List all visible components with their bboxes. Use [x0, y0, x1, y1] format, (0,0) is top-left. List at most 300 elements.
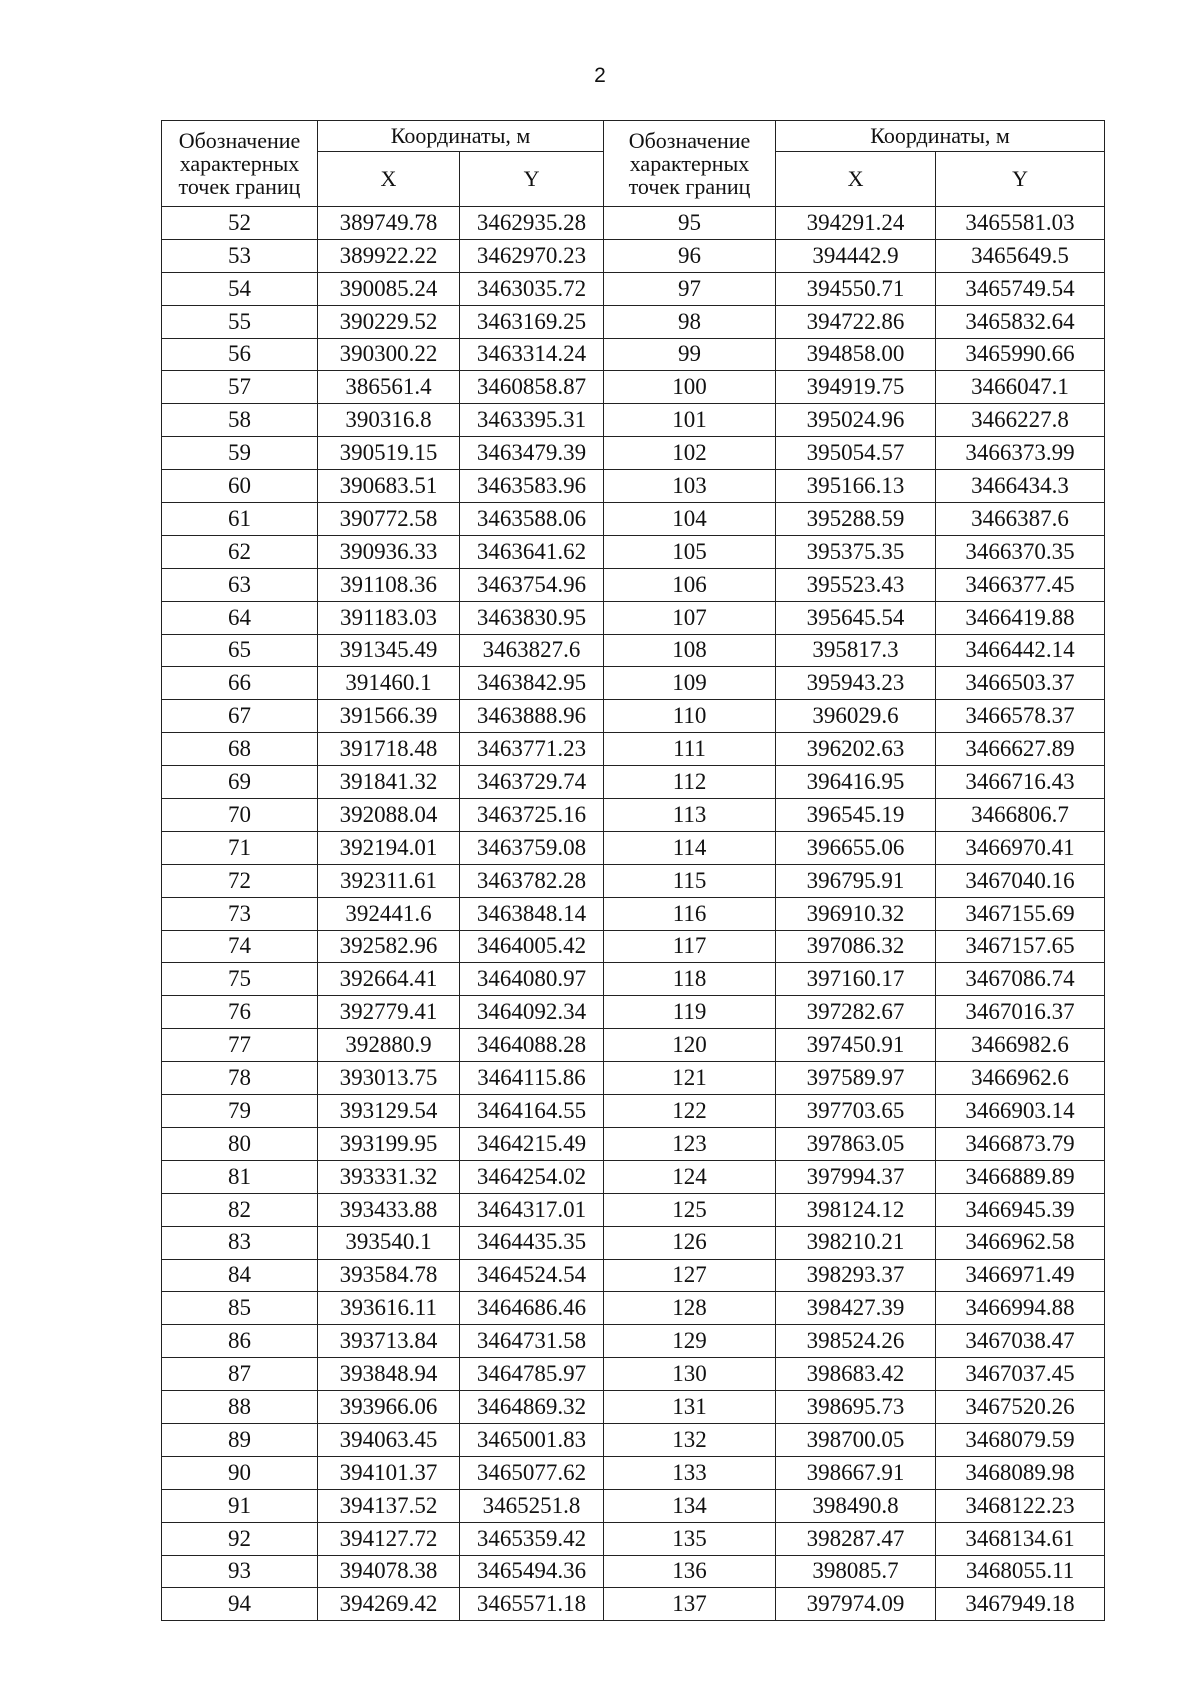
- y-value-right: 3466971.49: [936, 1259, 1105, 1292]
- y-value-left: 3464785.97: [460, 1358, 604, 1391]
- point-number-left: 53: [162, 239, 318, 272]
- x-value-left: 394101.37: [318, 1456, 460, 1489]
- point-number-left: 84: [162, 1259, 318, 1292]
- y-value-right: 3467155.69: [936, 897, 1105, 930]
- y-value-left: 3463759.08: [460, 831, 604, 864]
- x-value-right: 396545.19: [776, 799, 936, 832]
- point-number-right: 110: [604, 700, 776, 733]
- x-value-left: 391345.49: [318, 634, 460, 667]
- x-value-left: 394269.42: [318, 1588, 460, 1621]
- table-row: [162, 963, 1105, 996]
- x-value-right: 394722.86: [776, 305, 936, 338]
- x-value-left: 390316.8: [318, 404, 460, 437]
- x-value-left: 392582.96: [318, 930, 460, 963]
- point-number-right: 114: [604, 831, 776, 864]
- y-value-right: 3466047.1: [936, 371, 1105, 404]
- table-row: [162, 470, 1105, 503]
- point-number-right: 121: [604, 1062, 776, 1095]
- y-value-right: 3467949.18: [936, 1588, 1105, 1621]
- y-value-left: 3463771.23: [460, 733, 604, 766]
- point-number-right: 129: [604, 1325, 776, 1358]
- x-value-left: 393199.95: [318, 1127, 460, 1160]
- x-value-left: 392880.9: [318, 1029, 460, 1062]
- point-number-right: 113: [604, 799, 776, 832]
- y-value-right: 3466903.14: [936, 1095, 1105, 1128]
- point-number-right: 130: [604, 1358, 776, 1391]
- table-row: [162, 437, 1105, 470]
- point-header-left: Обозначение характерных точек границ: [162, 121, 318, 207]
- point-number-right: 128: [604, 1292, 776, 1325]
- y-value-right: 3466873.79: [936, 1127, 1105, 1160]
- table-row: [162, 1522, 1105, 1555]
- y-value-right: 3466373.99: [936, 437, 1105, 470]
- y-value-right: 3466227.8: [936, 404, 1105, 437]
- x-value-right: 395645.54: [776, 601, 936, 634]
- x-value-right: 398700.05: [776, 1423, 936, 1456]
- x-header-right: X: [776, 152, 936, 207]
- table-row: [162, 766, 1105, 799]
- x-value-right: 397974.09: [776, 1588, 936, 1621]
- y-value-left: 3463395.31: [460, 404, 604, 437]
- table-row: [162, 503, 1105, 536]
- point-number-right: 117: [604, 930, 776, 963]
- x-value-left: 391566.39: [318, 700, 460, 733]
- x-value-left: 393540.1: [318, 1226, 460, 1259]
- x-value-left: 391183.03: [318, 601, 460, 634]
- x-value-right: 398683.42: [776, 1358, 936, 1391]
- point-number-right: 103: [604, 470, 776, 503]
- x-value-right: 394858.00: [776, 338, 936, 371]
- point-number-left: 73: [162, 897, 318, 930]
- table-row: [162, 1062, 1105, 1095]
- x-value-left: 392779.41: [318, 996, 460, 1029]
- y-value-right: 3468089.98: [936, 1456, 1105, 1489]
- table-row: [162, 404, 1105, 437]
- table-row: [162, 1456, 1105, 1489]
- x-value-left: 386561.4: [318, 371, 460, 404]
- point-number-right: 105: [604, 535, 776, 568]
- y-value-left: 3464215.49: [460, 1127, 604, 1160]
- x-value-right: 397450.91: [776, 1029, 936, 1062]
- table-row: [162, 305, 1105, 338]
- x-value-right: 395523.43: [776, 568, 936, 601]
- y-value-left: 3464164.55: [460, 1095, 604, 1128]
- x-value-left: 392088.04: [318, 799, 460, 832]
- y-value-right: 3466982.6: [936, 1029, 1105, 1062]
- x-value-right: 396416.95: [776, 766, 936, 799]
- y-value-right: 3467038.47: [936, 1325, 1105, 1358]
- point-number-right: 112: [604, 766, 776, 799]
- x-value-left: 393433.88: [318, 1193, 460, 1226]
- point-number-left: 62: [162, 535, 318, 568]
- point-number-right: 122: [604, 1095, 776, 1128]
- y-value-right: 3466962.6: [936, 1062, 1105, 1095]
- point-header-right: Обозначение характерных точек границ: [604, 121, 776, 207]
- y-value-left: 3465571.18: [460, 1588, 604, 1621]
- y-value-right: 3466578.37: [936, 700, 1105, 733]
- point-number-right: 97: [604, 272, 776, 305]
- table-row: [162, 1489, 1105, 1522]
- y-value-right: 3466716.43: [936, 766, 1105, 799]
- x-value-left: 393129.54: [318, 1095, 460, 1128]
- x-value-left: 392664.41: [318, 963, 460, 996]
- table-row: [162, 371, 1105, 404]
- x-value-right: 395943.23: [776, 667, 936, 700]
- x-value-left: 392194.01: [318, 831, 460, 864]
- x-value-left: 390300.22: [318, 338, 460, 371]
- y-value-left: 3464869.32: [460, 1391, 604, 1424]
- y-value-left: 3465251.8: [460, 1489, 604, 1522]
- x-value-left: 393331.32: [318, 1160, 460, 1193]
- table-row: [162, 1423, 1105, 1456]
- y-header-left: Y: [460, 152, 604, 207]
- point-number-right: 100: [604, 371, 776, 404]
- x-value-left: 393848.94: [318, 1358, 460, 1391]
- y-value-left: 3463848.14: [460, 897, 604, 930]
- point-number-right: 135: [604, 1522, 776, 1555]
- table-row: [162, 535, 1105, 568]
- y-value-left: 3464524.54: [460, 1259, 604, 1292]
- x-value-left: 393616.11: [318, 1292, 460, 1325]
- table-row: [162, 1325, 1105, 1358]
- point-number-left: 72: [162, 864, 318, 897]
- point-number-right: 109: [604, 667, 776, 700]
- x-value-right: 397160.17: [776, 963, 936, 996]
- table-row: [162, 1555, 1105, 1588]
- point-number-left: 64: [162, 601, 318, 634]
- y-value-right: 3467520.26: [936, 1391, 1105, 1424]
- y-value-left: 3464254.02: [460, 1160, 604, 1193]
- x-value-right: 398287.47: [776, 1522, 936, 1555]
- point-number-right: 96: [604, 239, 776, 272]
- y-value-left: 3464005.42: [460, 930, 604, 963]
- x-value-left: 391108.36: [318, 568, 460, 601]
- table-row: [162, 601, 1105, 634]
- x-value-right: 398293.37: [776, 1259, 936, 1292]
- y-value-left: 3464092.34: [460, 996, 604, 1029]
- x-value-right: 395054.57: [776, 437, 936, 470]
- y-value-left: 3463830.95: [460, 601, 604, 634]
- table-row: [162, 700, 1105, 733]
- table-row: [162, 568, 1105, 601]
- y-value-right: 3467037.45: [936, 1358, 1105, 1391]
- x-value-left: 392311.61: [318, 864, 460, 897]
- y-value-right: 3466419.88: [936, 601, 1105, 634]
- point-number-right: 123: [604, 1127, 776, 1160]
- x-value-right: 397863.05: [776, 1127, 936, 1160]
- table-row: [162, 634, 1105, 667]
- y-value-left: 3463754.96: [460, 568, 604, 601]
- point-number-right: 119: [604, 996, 776, 1029]
- point-number-right: 127: [604, 1259, 776, 1292]
- y-value-right: 3468055.11: [936, 1555, 1105, 1588]
- y-value-right: 3466889.89: [936, 1160, 1105, 1193]
- y-value-right: 3466970.41: [936, 831, 1105, 864]
- table-row: [162, 1160, 1105, 1193]
- x-value-left: 394127.72: [318, 1522, 460, 1555]
- y-value-left: 3463035.72: [460, 272, 604, 305]
- y-value-left: 3465359.42: [460, 1522, 604, 1555]
- x-value-right: 397282.67: [776, 996, 936, 1029]
- x-value-left: 391718.48: [318, 733, 460, 766]
- point-number-left: 67: [162, 700, 318, 733]
- y-value-left: 3463842.95: [460, 667, 604, 700]
- x-value-left: 390683.51: [318, 470, 460, 503]
- table-row: [162, 1029, 1105, 1062]
- point-number-right: 125: [604, 1193, 776, 1226]
- table-row: [162, 831, 1105, 864]
- point-number-right: 124: [604, 1160, 776, 1193]
- table-row: [162, 733, 1105, 766]
- x-value-left: 391460.1: [318, 667, 460, 700]
- table-row: [162, 1391, 1105, 1424]
- y-value-left: 3464731.58: [460, 1325, 604, 1358]
- y-value-left: 3465494.36: [460, 1555, 604, 1588]
- y-value-right: 3466503.37: [936, 667, 1105, 700]
- table-row: [162, 1358, 1105, 1391]
- point-number-left: 66: [162, 667, 318, 700]
- x-value-left: 389749.78: [318, 207, 460, 240]
- point-number-left: 92: [162, 1522, 318, 1555]
- x-value-left: 390936.33: [318, 535, 460, 568]
- table-row: [162, 996, 1105, 1029]
- x-value-right: 396029.6: [776, 700, 936, 733]
- y-value-right: 3466434.3: [936, 470, 1105, 503]
- y-value-left: 3460858.87: [460, 371, 604, 404]
- y-value-left: 3463641.62: [460, 535, 604, 568]
- x-value-left: 390085.24: [318, 272, 460, 305]
- y-value-right: 3467157.65: [936, 930, 1105, 963]
- y-value-right: 3465749.54: [936, 272, 1105, 305]
- x-value-right: 397703.65: [776, 1095, 936, 1128]
- x-value-left: 390519.15: [318, 437, 460, 470]
- point-number-left: 69: [162, 766, 318, 799]
- x-value-right: 394291.24: [776, 207, 936, 240]
- y-value-right: 3466387.6: [936, 503, 1105, 536]
- x-value-right: 395375.35: [776, 535, 936, 568]
- point-number-left: 82: [162, 1193, 318, 1226]
- point-number-left: 80: [162, 1127, 318, 1160]
- x-value-left: 390229.52: [318, 305, 460, 338]
- y-value-right: 3468122.23: [936, 1489, 1105, 1522]
- point-number-left: 65: [162, 634, 318, 667]
- y-value-left: 3463782.28: [460, 864, 604, 897]
- point-number-right: 116: [604, 897, 776, 930]
- x-value-right: 395166.13: [776, 470, 936, 503]
- table-row: [162, 1226, 1105, 1259]
- point-number-right: 104: [604, 503, 776, 536]
- point-number-left: 76: [162, 996, 318, 1029]
- x-value-right: 394919.75: [776, 371, 936, 404]
- y-value-left: 3462970.23: [460, 239, 604, 272]
- y-value-left: 3463479.39: [460, 437, 604, 470]
- table-row: [162, 239, 1105, 272]
- y-value-right: 3466945.39: [936, 1193, 1105, 1226]
- table-row: [162, 207, 1105, 240]
- x-value-left: 393966.06: [318, 1391, 460, 1424]
- y-value-right: 3468134.61: [936, 1522, 1105, 1555]
- page-number: 2: [594, 64, 606, 87]
- y-value-left: 3463588.06: [460, 503, 604, 536]
- point-number-left: 75: [162, 963, 318, 996]
- y-value-left: 3465077.62: [460, 1456, 604, 1489]
- y-value-left: 3463888.96: [460, 700, 604, 733]
- point-number-right: 108: [604, 634, 776, 667]
- x-header-left: X: [318, 152, 460, 207]
- x-value-right: 397589.97: [776, 1062, 936, 1095]
- x-value-right: 394442.9: [776, 239, 936, 272]
- x-value-right: 398490.8: [776, 1489, 936, 1522]
- point-number-left: 60: [162, 470, 318, 503]
- point-number-right: 137: [604, 1588, 776, 1621]
- table-body: [162, 207, 1105, 1621]
- coords-header-left: Координаты, м: [318, 121, 604, 152]
- point-number-left: 55: [162, 305, 318, 338]
- x-value-right: 398124.12: [776, 1193, 936, 1226]
- coordinates-table: [161, 120, 1105, 1621]
- point-number-left: 68: [162, 733, 318, 766]
- x-value-right: 397994.37: [776, 1160, 936, 1193]
- x-value-left: 394078.38: [318, 1555, 460, 1588]
- y-value-right: 3466377.45: [936, 568, 1105, 601]
- point-number-right: 134: [604, 1489, 776, 1522]
- x-value-right: 396795.91: [776, 864, 936, 897]
- point-number-left: 94: [162, 1588, 318, 1621]
- table-row: [162, 1259, 1105, 1292]
- point-number-right: 107: [604, 601, 776, 634]
- x-value-right: 398695.73: [776, 1391, 936, 1424]
- y-value-left: 3465001.83: [460, 1423, 604, 1456]
- y-value-right: 3465832.64: [936, 305, 1105, 338]
- point-number-right: 95: [604, 207, 776, 240]
- point-number-right: 99: [604, 338, 776, 371]
- table-row: [162, 1127, 1105, 1160]
- y-value-left: 3463169.25: [460, 305, 604, 338]
- x-value-right: 398524.26: [776, 1325, 936, 1358]
- table-row: [162, 272, 1105, 305]
- point-number-right: 120: [604, 1029, 776, 1062]
- y-value-right: 3466994.88: [936, 1292, 1105, 1325]
- point-number-left: 93: [162, 1555, 318, 1588]
- point-number-right: 101: [604, 404, 776, 437]
- y-value-right: 3466627.89: [936, 733, 1105, 766]
- point-number-left: 81: [162, 1160, 318, 1193]
- y-value-left: 3463827.6: [460, 634, 604, 667]
- x-value-right: 395024.96: [776, 404, 936, 437]
- y-value-right: 3466806.7: [936, 799, 1105, 832]
- x-value-right: 396910.32: [776, 897, 936, 930]
- x-value-right: 396655.06: [776, 831, 936, 864]
- point-number-left: 79: [162, 1095, 318, 1128]
- y-header-right: Y: [936, 152, 1105, 207]
- x-value-right: 398210.21: [776, 1226, 936, 1259]
- x-value-right: 398085.7: [776, 1555, 936, 1588]
- y-value-right: 3467086.74: [936, 963, 1105, 996]
- point-number-right: 115: [604, 864, 776, 897]
- x-value-left: 393584.78: [318, 1259, 460, 1292]
- point-number-right: 131: [604, 1391, 776, 1424]
- x-value-right: 398427.39: [776, 1292, 936, 1325]
- y-value-left: 3464080.97: [460, 963, 604, 996]
- x-value-right: 395817.3: [776, 634, 936, 667]
- y-value-right: 3467016.37: [936, 996, 1105, 1029]
- x-value-left: 393013.75: [318, 1062, 460, 1095]
- y-value-right: 3465990.66: [936, 338, 1105, 371]
- y-value-left: 3464435.35: [460, 1226, 604, 1259]
- point-number-left: 59: [162, 437, 318, 470]
- point-number-left: 71: [162, 831, 318, 864]
- y-value-right: 3466962.58: [936, 1226, 1105, 1259]
- point-number-left: 90: [162, 1456, 318, 1489]
- point-number-left: 91: [162, 1489, 318, 1522]
- x-value-left: 393713.84: [318, 1325, 460, 1358]
- table-row: [162, 1588, 1105, 1621]
- point-number-right: 132: [604, 1423, 776, 1456]
- table-row: [162, 799, 1105, 832]
- point-number-left: 86: [162, 1325, 318, 1358]
- table-row: [162, 864, 1105, 897]
- table-row: [162, 1095, 1105, 1128]
- y-value-left: 3464686.46: [460, 1292, 604, 1325]
- x-value-left: 394063.45: [318, 1423, 460, 1456]
- x-value-left: 390772.58: [318, 503, 460, 536]
- y-value-left: 3462935.28: [460, 207, 604, 240]
- coords-header-right: Координаты, м: [776, 121, 1105, 152]
- y-value-right: 3468079.59: [936, 1423, 1105, 1456]
- table-row: [162, 930, 1105, 963]
- point-number-right: 111: [604, 733, 776, 766]
- y-value-right: 3466370.35: [936, 535, 1105, 568]
- x-value-right: 394550.71: [776, 272, 936, 305]
- point-number-left: 61: [162, 503, 318, 536]
- point-number-left: 70: [162, 799, 318, 832]
- table-row: [162, 897, 1105, 930]
- x-value-left: 392441.6: [318, 897, 460, 930]
- point-number-left: 58: [162, 404, 318, 437]
- y-value-right: 3465581.03: [936, 207, 1105, 240]
- y-value-left: 3464088.28: [460, 1029, 604, 1062]
- table-row: [162, 1193, 1105, 1226]
- x-value-right: 397086.32: [776, 930, 936, 963]
- point-number-right: 106: [604, 568, 776, 601]
- y-value-left: 3463314.24: [460, 338, 604, 371]
- x-value-right: 395288.59: [776, 503, 936, 536]
- table-row: [162, 667, 1105, 700]
- y-value-right: 3467040.16: [936, 864, 1105, 897]
- point-number-left: 52: [162, 207, 318, 240]
- x-value-right: 398667.91: [776, 1456, 936, 1489]
- point-number-right: 126: [604, 1226, 776, 1259]
- point-number-left: 74: [162, 930, 318, 963]
- point-number-left: 56: [162, 338, 318, 371]
- point-number-right: 136: [604, 1555, 776, 1588]
- x-value-left: 394137.52: [318, 1489, 460, 1522]
- y-value-left: 3463725.16: [460, 799, 604, 832]
- table-row: [162, 1292, 1105, 1325]
- point-number-left: 77: [162, 1029, 318, 1062]
- point-number-left: 87: [162, 1358, 318, 1391]
- point-number-right: 118: [604, 963, 776, 996]
- x-value-right: 396202.63: [776, 733, 936, 766]
- point-number-left: 85: [162, 1292, 318, 1325]
- point-number-left: 63: [162, 568, 318, 601]
- point-number-right: 98: [604, 305, 776, 338]
- y-value-left: 3463729.74: [460, 766, 604, 799]
- point-number-left: 83: [162, 1226, 318, 1259]
- point-number-right: 133: [604, 1456, 776, 1489]
- y-value-left: 3464115.86: [460, 1062, 604, 1095]
- y-value-right: 3465649.5: [936, 239, 1105, 272]
